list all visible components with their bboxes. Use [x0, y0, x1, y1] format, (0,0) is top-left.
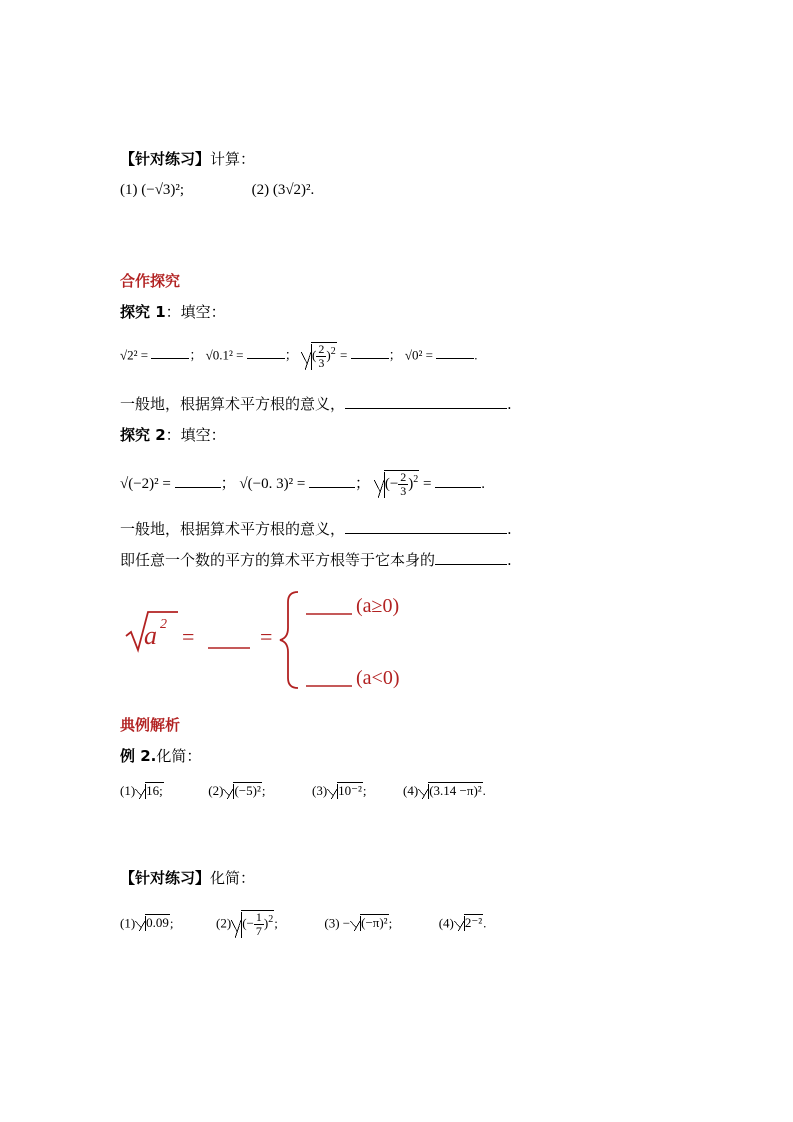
- formula-brace: [280, 592, 298, 688]
- sqrt-009: [135, 914, 170, 931]
- explore1-line: [120, 301, 226, 322]
- formula-var: a: [144, 621, 157, 650]
- example-q3-label: (3): [311, 783, 328, 798]
- blank-conclusion[interactable]: [435, 549, 507, 565]
- explore1-instruction: ：填空：: [165, 303, 226, 321]
- neg-sign: −: [389, 475, 399, 492]
- formula-cond2: (a<0): [356, 667, 400, 689]
- explore1-label: 探究 1: [120, 303, 166, 321]
- explore2-label: 探究 2: [120, 426, 166, 444]
- frac-num: 2: [318, 342, 325, 356]
- p2-frac-num: 1: [255, 910, 262, 924]
- p2-q2-sign: (−: [242, 915, 254, 931]
- explore1-e4: √0² =: [404, 347, 433, 363]
- blank-general2[interactable]: [345, 518, 507, 534]
- practice1-line: [120, 148, 255, 169]
- example-heading: 典例解析: [120, 716, 181, 734]
- general2-line: 一般地，根据算术平方根的意义， .: [120, 520, 512, 538]
- example-q1-label: (1): [120, 783, 136, 798]
- formula-exp: 2: [160, 617, 167, 632]
- conclusion-line: 即任意一个数的平方的算术平方根等于它本身的 .: [120, 551, 512, 569]
- formula-svg: [120, 588, 440, 693]
- practice2-q3-label: (3) −: [324, 915, 351, 931]
- p2-q4-radicand: 2⁻²: [464, 915, 483, 931]
- q2-radicand: (−5)²: [234, 783, 261, 798]
- general1-text: 一般地，根据算术平方根的意义，: [120, 395, 346, 413]
- q4-radicand: (3.14 −π)²: [429, 783, 482, 798]
- general1-line: 一般地，根据算术平方根的意义， .: [120, 395, 512, 413]
- formula-eq1: =: [182, 624, 195, 649]
- formula-cond1: (a≥0): [356, 595, 400, 617]
- formula-block: [120, 588, 440, 693]
- practice2-q4-label: (4): [438, 915, 454, 931]
- practice2-q2-label: (2): [216, 915, 232, 931]
- blank-3[interactable]: [351, 345, 389, 359]
- sqrt-pi: [418, 782, 482, 799]
- practice1-q2: (2) (3√2)².: [251, 182, 315, 198]
- sqrt-neg-1-7: (− $\frac{1}{7}$ )$^2$: [231, 910, 274, 938]
- sqrt-16: [135, 782, 164, 799]
- sqrt-10: [327, 782, 363, 799]
- sqrt-2-neg2: [454, 914, 483, 931]
- explore1-exercises: √2² = ； √0.1² = ； ( $\frac{2}{3}$ )$^2$ = ； √0² = .: [120, 342, 478, 370]
- explore2-instruction: ：填空：: [165, 426, 226, 444]
- practice2-line: [120, 867, 255, 888]
- example-line: [120, 745, 201, 766]
- blank-6[interactable]: [309, 472, 355, 488]
- frac-den-2: 3: [400, 484, 407, 498]
- sqrt-neg-frac-2-3: (− $\frac{2}{3}$ )$^2$: [374, 470, 419, 498]
- blank-4[interactable]: [436, 345, 474, 359]
- explore1-e2: √0.1² =: [205, 347, 244, 363]
- explore2-e1: √(−2)² =: [120, 475, 171, 492]
- sqrt-neg5: [223, 782, 261, 799]
- q3-radicand: 10⁻²: [338, 783, 362, 798]
- formula-eq2: =: [260, 624, 273, 649]
- blank-5[interactable]: [175, 472, 221, 488]
- practice2-instruction: 化简：: [210, 869, 256, 887]
- blank-general1[interactable]: [345, 393, 507, 409]
- p2-frac-den: 7: [255, 924, 262, 938]
- practice1-q1: (1) (−√3)²;: [120, 182, 185, 198]
- practice1-heading: 【针对练习】: [120, 150, 211, 168]
- p2-q1-radicand: 0.09: [146, 915, 169, 931]
- conclusion-text: 即任意一个数的平方的算术平方根等于它本身的: [120, 551, 436, 569]
- practice2-q1-label: (1): [120, 915, 136, 931]
- explore2-line: [120, 424, 226, 445]
- practice1-instruction: 计算：: [210, 150, 256, 168]
- sqrt-neg-pi: [350, 914, 388, 931]
- general2-text: 一般地，根据算术平方根的意义，: [120, 520, 346, 538]
- explore1-e1: √2² =: [120, 347, 149, 363]
- frac-num-2: 2: [400, 470, 407, 484]
- blank-7[interactable]: [435, 472, 481, 488]
- blank-1[interactable]: [151, 345, 189, 359]
- p2-q3-radicand: (−π)²: [361, 915, 388, 931]
- practice2-heading: 【针对练习】: [120, 869, 211, 887]
- frac-den: 3: [318, 356, 325, 370]
- blank-2[interactable]: [247, 345, 285, 359]
- explore2-e2: √(−0. 3)² =: [239, 475, 306, 492]
- example-q2-label: (2): [208, 783, 224, 798]
- example-instruction: 化简：: [156, 747, 202, 765]
- practice2-questions: (1) 0.09; (2) (− $\frac{1}{7}$ )$^2$; (3) − (−π)²; (4) 2⁻².: [120, 910, 487, 938]
- explore2-exercises: √(−2)² = ； √(−0. 3)² = ； (− $\frac{2}{3}$ )$^2$ = .: [120, 470, 485, 498]
- example-q4-label: (4): [403, 783, 419, 798]
- practice1-questions: [120, 182, 314, 199]
- q1-radicand: 16;: [146, 783, 163, 798]
- coop-heading: 合作探究: [120, 272, 181, 290]
- sqrt-frac-2-3: ( $\frac{2}{3}$ )$^2$: [301, 342, 337, 370]
- example-questions: (1) 16; (2) (−5)²; (3) 10⁻²; (4) (3.14 −π)².: [120, 783, 486, 798]
- example-label: 例 2.: [120, 747, 157, 765]
